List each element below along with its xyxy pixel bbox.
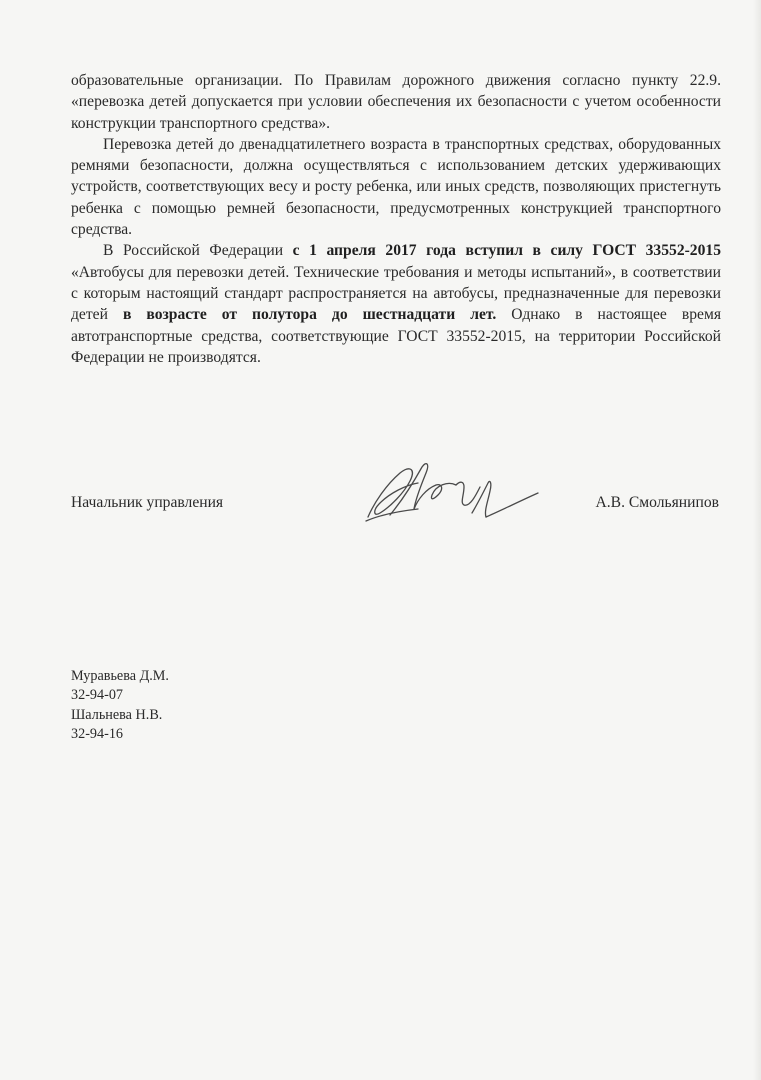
paragraph-3	[71, 240, 721, 368]
paragraph-1	[71, 70, 721, 134]
letter-body	[71, 70, 721, 368]
signer-position: Начальник управления	[71, 494, 224, 511]
contact-phone-1: 32-94-07	[71, 687, 124, 704]
contact-name-2: Шальнева Н.В.	[71, 706, 163, 723]
contact-name-1: Муравьева Д.М.	[71, 668, 169, 684]
bold-text: в возрасте от полутора до шестнадцати лет.	[122, 306, 497, 324]
paragraph-text: Однако в настоящее время автотранспортные средства, соответствующие ГОСТ 33552-2015, на территории Российской Федерации не производятся.	[71, 306, 721, 366]
signer-name: А.В. Смольянипов	[595, 494, 719, 511]
bold-text: с 1 апреля 2017 года вступил в силу ГОСТ 33552-2015	[292, 242, 721, 260]
paragraph-2	[71, 134, 721, 240]
paragraph-text: В Российской Федерации	[103, 242, 293, 260]
paragraph-text: образовательные организации. По Правилам дорожного движения согласно пункту 22.9. «перевозка детей допускается при условии обеспечения их безопасности с учетом особенности конструкции транспортного средства».	[71, 72, 721, 132]
contacts-block	[71, 667, 169, 745]
signature-row	[71, 494, 721, 524]
page-edge	[753, 0, 761, 1080]
paragraph-text: «Автобусы для перевозки детей. Технические требования и методы испытаний», в соответствии с которым настоящий стандарт распространяется на автобусы, предназначенные для перевозки детей	[71, 263, 721, 324]
contact-phone-2: 32-94-16	[71, 726, 124, 743]
paragraph-text: Перевозка детей до двенадцатилетнего возраста в транспортных средствах, оборудованных ремнями безопасности, должна осуществляться с использованием детских удерживающих устройств, соответствующих весу и росту ребенка, или иных средств, позволяющих пристегнуть ребенка с помощью ремней безопасности, предусмотренных конструкцией транспортного средства.	[71, 135, 721, 239]
